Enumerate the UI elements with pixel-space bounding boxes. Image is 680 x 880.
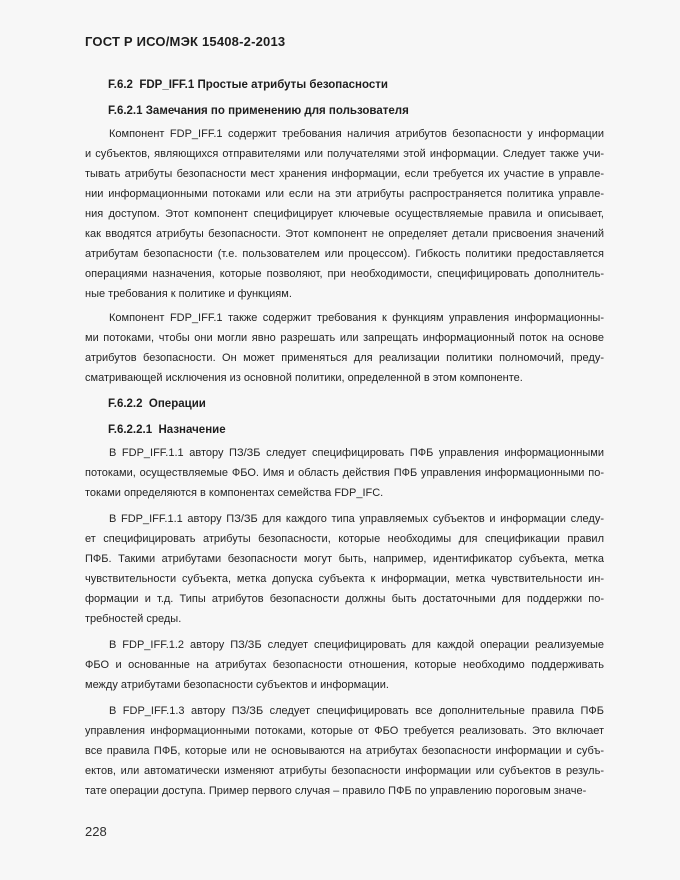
paragraph [85, 635, 604, 695]
text-line: ПФБ. Такими атрибутами безопасности могут быть, например, идентификатор субъекта, метка [85, 553, 604, 565]
text-line: Компонент FDP_IFF.1 содержит требования наличия атрибутов безопасности у информации [109, 128, 604, 140]
text-line: токами определяются в компонентах семейства FDP_IFC. [85, 487, 384, 499]
paragraph [85, 443, 604, 503]
text-line: ФБО и основанные на атрибутах безопасности отношения, которые необходимо поддерживать [85, 659, 604, 671]
text-line: требностей среды. [85, 613, 182, 625]
text-line: тате операции доступа. Пример первого случая – правило ПФБ по управлению пороговым значе- [85, 785, 587, 797]
text-line: управления информационными потоками, которые от ФБО требуется реализовать. Это включает [85, 725, 604, 737]
text-line: нии информационными потоками или если на эти атрибуты распространяется политика управле- [85, 188, 604, 200]
text-line: все правила ПФБ, которые или не основываются на атрибутах безопасности информации и субъ- [85, 745, 604, 757]
text-line: В FDP_IFF.1.1 автору ПЗ/ЗБ следует специфицировать ПФБ управления информационными [109, 447, 604, 459]
section-heading-f662: F.6.2 FDP_IFF.1 Простые атрибуты безопасности [108, 79, 388, 91]
text-line: ные требования к политике и функциям. [85, 288, 292, 300]
standard-number-header: ГОСТ Р ИСО/МЭК 15408-2-2013 [85, 34, 286, 49]
text-line: В FDP_IFF.1.1 автору ПЗ/ЗБ для каждого типа управляемых субъектов и информации следу- [109, 513, 604, 525]
text-line: как вводятся атрибуты безопасности. Этот компонент не определяет детали присвоения значений [85, 228, 604, 240]
text-line: ектов, или автоматически изменяют атрибуты безопасности информации или субъектов в резуль- [85, 765, 604, 777]
text-line: и субъектов, являющихся отправителями или получателями этой информации. Следует также учи- [85, 148, 604, 160]
text-line: атрибутов безопасности. Он может применяться для реализации политики полномочий, преду- [85, 352, 604, 364]
text-line: чувствительности субъекта, метка допуска субъекта к информации, метка чувствительности ин- [85, 573, 604, 585]
text-line: сматривающей исключения из основной политики, определенной в этом компоненте. [85, 372, 523, 384]
text-line: тывать атрибуты безопасности мест хранения информации, если требуется их участие в управле- [85, 168, 604, 180]
subsection-heading-f66221: F.6.2.2.1 Назначение [108, 424, 226, 436]
paragraph [85, 701, 604, 801]
text-block [85, 0, 604, 801]
text-line: Компонент FDP_IFF.1 также содержит требования к функциям управления информационны- [109, 312, 604, 324]
text-line: ет специфицировать атрибуты безопасности, которые необходимы для спецификации правил [85, 533, 604, 545]
text-line: потоками, осуществляемые ФБО. Имя и область действия ПФБ управления информационными по- [85, 467, 604, 479]
page-number: 228 [85, 824, 107, 839]
paragraph [85, 308, 604, 388]
subsection-heading-f6621: F.6.2.1 Замечания по применению для пользователя [108, 105, 409, 117]
text-line: В FDP_IFF.1.3 автору ПЗ/ЗБ следует специфицировать все дополнительные правила ПФБ [109, 705, 604, 717]
paragraph [85, 509, 604, 629]
text-line: формации и т.д. Типы атрибутов безопасности должны быть достаточными для поддержки по- [85, 593, 604, 605]
text-line: атрибутам безопасности (т.е. пользователем или процессом). Гибкость политики предоставляется [85, 248, 604, 260]
text-line: ния доступом. Этот компонент специфицирует ключевые осуществляемые правила и описывает, [85, 208, 604, 220]
section-heading-f6622: F.6.2.2 Операции [108, 398, 206, 410]
text-line: операциями назначения, которые позволяют, при необходимости, специфицировать дополнитель- [85, 268, 604, 280]
text-line: между атрибутами безопасности субъектов и информации. [85, 679, 389, 691]
text-line: ми потоками, чтобы они могли явно разрешать или запрещать информационный поток на основе [85, 332, 604, 344]
text-line: В FDP_IFF.1.2 автору ПЗ/ЗБ следует специфицировать для каждой операции реализуемые [109, 639, 604, 651]
paragraph [85, 124, 604, 304]
